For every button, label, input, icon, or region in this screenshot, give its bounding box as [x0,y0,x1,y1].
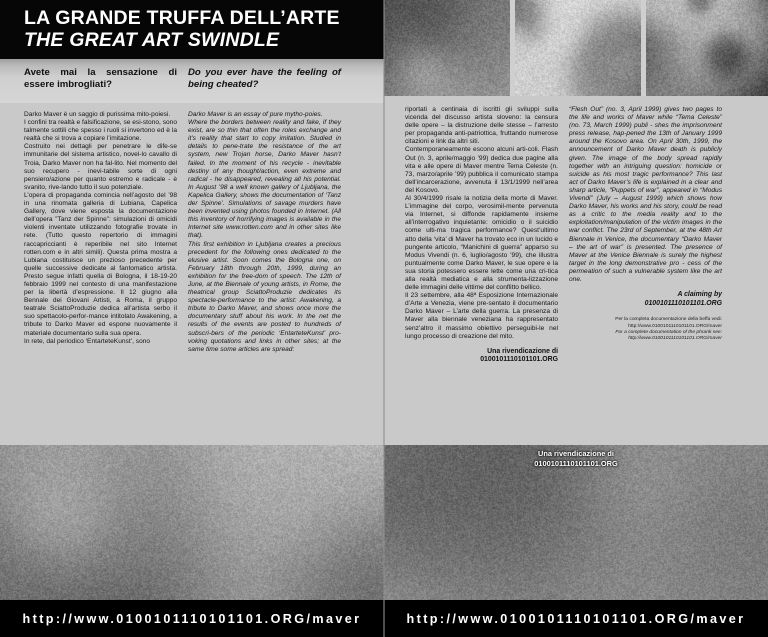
paragraph: L’opera di propaganda comincia nell’agosto del ’98 in una rinomata galleria di Lubiana, Capelica Gallery, dove viene esposta la documentazione dell’opera ”Tanz der Spinne”: simulazioni di omicidi violenti inventate utilizzando fotografie trovate in rete. (Tutto questo repertorio di immagini raccapriccianti è reperibile nel sito Internet rotten.com e in altri simili). Questa prima mostra a Lubiana costituisce un prezioso precedente per quelle successive dedicate al fantomatico artista. Presto segue infatti quella di Bologna, il 18-19-20 febbraio 1999 nel contesto di una manifestazione per la libertà d’espressione. Il 12 giugno alla Bennale dei Giovani Artisti, a Roma, il gruppo teatrale SciattoProduzie dedica all’artista serbo il suo spettacolo-perfor-mance intitolato Awakening, a tribute to Darko Maver ed espone nuovamente il materiale documentario sulla sua opera. [24,191,177,337]
url-bar-right[interactable] [384,600,768,637]
man-holding-poster-photo [384,445,768,600]
paragraph: Contemporaneamente escono alcuni arti-coli. Flash Out (n. 3, aprile/maggio ’99) dedica due pagine alla vita e alle opere di Maver mentre Tema Celeste (n. 73, marzo/aprile ’99) pubblica il comunicato stampa dell’incarcerazione, avvenuta il 13/1/1999 nell’area del Kosovo. [405,146,558,194]
fineprint-it-line1: Per la completa documentazione della beffa vedi: [615,317,722,323]
paragraph: Darko Maver is an essay of pure mytho-poies. [188,111,323,118]
overlay-claim [384,449,768,469]
subhead-english: Do you ever have the feeling of being cheated? [188,67,341,91]
overlay-claim-line2: 0100101110101101.ORG [534,459,618,468]
subhead-italian: Avete mai la sensazione di essere imbrogliati? [24,67,177,91]
paragraph: Costruito nei dettagli per penetrare le dife-se immunitarie del sistema artistico, novel-lo cavallo di Troia, Darko Maver non ha fal-lito. Nel momento del suo recupero - inevi-tabile sorte di ogni pensiero/azione per quanto estremo e radicale - è svanito, rive-lando tutto il suo potenziale. [24,143,177,191]
body-lying-photo [0,445,384,600]
url-bar-left[interactable] [0,600,384,637]
fineprint-it-url: http://www.0100101110101101.ORG/maver [628,323,722,329]
fineprint-documentation [569,317,722,343]
paragraph: This first exhibition in Ljubljana creates a precious precedent for the following ones dedicated to the elusive artist. Soon comes the Bologna one, on February 18th through 20th, 1999, during an exhibition for the free-dom of speech. The 12th of June, at the Biennale of young artists, in Rome, the theatrical group SciattoProduzie dedicates its spectacle-performance to the artist: Awakening, a tribute to Darko Maver, and shows once more the documentary stuff about his work. In the net the results of the events are posted to hundreds of subscri-bers of the periodic ‘EntarteteKunst’ pro-voking quotations and links in other sites; at the same time some articles are spread: [188,240,341,353]
fineprint-en-url: http://www.0100101110101101.ORG/maver [628,336,722,342]
right-column-english [569,106,722,365]
fineprint-en-line1: For a complete documentation of the phrank see: [615,330,722,336]
paragraph: In rete, dal periodico ‘EntarteteKunst’, sono [24,337,151,345]
url-text-right: http://www.0100101110101101.ORG/maver [406,611,746,626]
signoff-english-line2: 0100101110101101.ORG [644,299,722,307]
signoff-italian-line2: 0100101110101101.ORG [480,356,558,364]
paragraph: Il 23 settembre, alla 48ª Esposizione Internazionale d’Arte a Venezia, viene pre-sentato il documentario Darko Maver – L’arte della guerra. La presenza di Maver alla biennale veneziana ha rappresentato senz’altro il massimo obiettivo perseguibi-le nel lungo processo di creazione del mito. [405,292,558,340]
corpse-photo-2 [515,0,641,96]
url-text-left: http://www.0100101110101101.ORG/maver [22,611,362,626]
subhead-bar [0,59,384,103]
right-column-italian [405,106,558,365]
page-divider [383,0,385,637]
subhead-italian-col [24,67,177,91]
masthead-title-italian: LA GRANDE TRUFFA DELL’ARTE [24,7,340,29]
subhead-english-col [188,67,341,91]
masthead [0,0,384,59]
corpse-photo-3 [646,0,768,96]
left-column-english [188,111,341,354]
paragraph: “Flesh Out” (no. 3, April 1999) gives two pages to the life and works of Maver while “Tema Celeste” (no. 73, March 1999) publi - shes the imprisonment press release, hap-pened the 13th of January 1999 around the Kosovo area. On April 30th, 1999, the announcement of Darko Maver death is publicly given. The image of the body spread rapidly together with an intriguing question: homicide or suicide as his most tragic performance? This last act of Darko Maver’s life is explained in a clear and sharp article, “Puppets of war”, appeared in “Modus Vivendi” (July – August 1999) which shows how Darko Maver, his works and his story, could be read as a critic to the media reality and to the exploitation/manipulation of the victim images in the war conflict. The 23rd of September, at the 48th Art Biennale in Venice, the documentary “Darko Maver – the art of war” is presented. The presence of Maver at the Venice Biennale is surely the highest target in the long demonstrative pro - cess of the permeation of such a vulnerable system like the art one. [569,106,722,283]
signoff-italian-line1: Una rivendicazione di [487,347,558,355]
paragraph: Where the borders between reality and fake, if they exist, are so thin that often the roles exchange and it’s reality that start to copy imitation. Studied in details to pene-trate the resistance of the art system, new Trojan horse, Darko Maver hasn’t failed. In the moment of his recycle - inevitable destiny of any thought/action, even extreme and radical - he disappeared, revealing all his potential. In August ’98 a well known gallery of Ljubljana, the Kapelica Gallery, shows the documentation of ‘Tanz der Spinne’. Simulations of savage murders have been invented using photos founded in Internet. (All this inventory of horrifying images is available in the Internet site www.rotten.com and in other sites like that). [188,119,341,240]
paragraph: riportati a centinaia di iscritti gli sviluppi sulla vicenda del discusso artista sloveno: la censura delle opere – la distruzione delle stesse – l’arresto per propaganda anti-patriottica, fruttando numerose citazioni e link da altri siti. [405,106,558,146]
signoff-english-line1: A claiming by [677,291,722,299]
masthead-title-english: THE GREAT ART SWINDLE [24,29,280,51]
left-column-italian [24,111,177,354]
signoff-english [569,291,722,308]
corpse-photo-1 [384,0,510,96]
paragraph: Al 30/4/1999 risale la notizia della morte di Maver. L’immagine del corpo, verosimil-mente pervenuta via Internet, si diffonde rapidamente insieme all’interrogativo inquietante: omicidio o il suicidio come ulti-ma tragica performance? Quest’ultimo atto della ‘vita’ di Maver ha trovato eco in un lucido e pungente articolo, “Manichini di guerra” apparso su Modus Vivendi (n. 6, luglio/agosto ’99), che illustra puntualmente come Darko Maver, le sue opere e la sua storia potessero essere lette come una cri-tica alla realtà mediatica e alla strumenta-lizzazione delle immagini delle vittime del conflitto bellico. [405,195,558,292]
top-photo-strip [384,0,768,96]
overlay-claim-line1: Una rivendicazione di [538,449,614,458]
paragraph: Darko Maver è un saggio di purissima mito-poiesi. [24,111,171,118]
paragraph: I confini tra realtà e falsificazione, se esi-stono, sono talmente sottili che spesso i ruoli si invertono ed è la realtà che si trova a copiare l’imitazione. [24,119,177,143]
right-page [384,0,768,637]
signoff-italian [405,348,558,365]
